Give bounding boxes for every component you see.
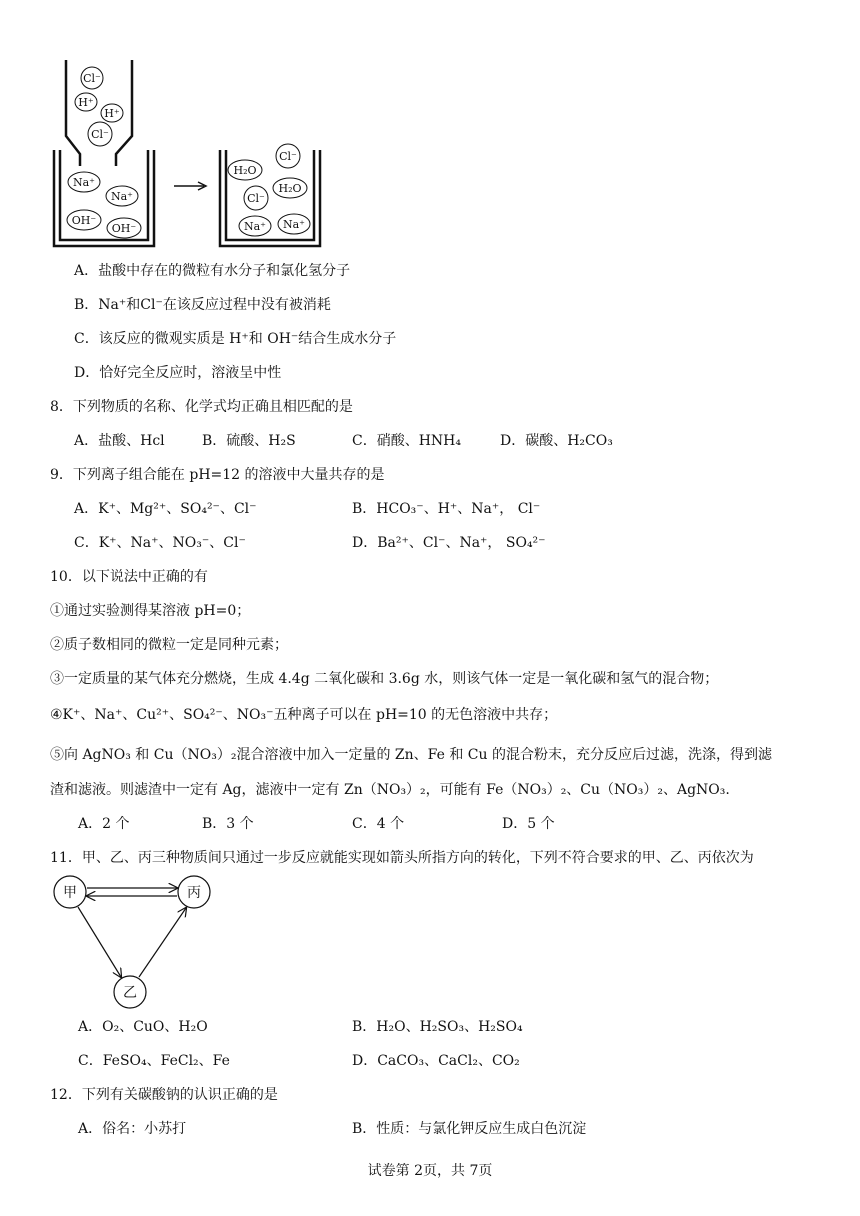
ion-cl: Cl⁻ <box>279 150 297 163</box>
ion-na: Na⁺ <box>111 190 133 203</box>
arrow-yi-to-bing <box>139 908 186 977</box>
q10-statement: 渣和滤液。则滤渣中一定有 Ag，滤液中一定有 Zn（NO₃）₂，可能有 Fe（NO₃）₂、Cu（NO₃）₂、AgNO₃. <box>50 782 730 798</box>
molecule-h2o: H₂O <box>233 164 257 177</box>
node-yi-label: 乙 <box>123 985 137 1001</box>
q8-option-d[interactable]: D．碳酸、H₂CO₃ <box>500 433 613 449</box>
page-footer: 试卷第 2页，共 7页 <box>367 1163 493 1179</box>
ion-h: H⁺ <box>78 96 94 109</box>
ion-cl: Cl⁻ <box>91 128 109 141</box>
molecule-h2o: H₂O <box>278 182 302 195</box>
q10-statement: ④K⁺、Na⁺、Cu²⁺、SO₄²⁻、NO₃⁻五种离子可以在 pH=10 的无色溶液中共存； <box>50 707 558 723</box>
q12-option-b[interactable]: B．性质：与氯化钾反应生成白色沉淀 <box>352 1121 587 1137</box>
q9-option-a[interactable]: A．K⁺、Mg²⁺、SO₄²⁻、Cl⁻ <box>74 501 257 517</box>
left-beaker-ions <box>67 172 141 238</box>
q10-option-d[interactable]: D．5 个 <box>502 816 555 832</box>
q7-option-b[interactable]: B．Na⁺和Cl⁻在该反应过程中没有被消耗 <box>74 297 331 313</box>
q10-statement: ②质子数相同的微粒一定是同种元素； <box>50 637 288 653</box>
ion-cl: Cl⁻ <box>247 192 265 205</box>
q7-option-c[interactable]: C．该反应的微观实质是 H⁺和 OH⁻结合生成水分子 <box>74 331 397 347</box>
q10-option-a[interactable]: A．2 个 <box>78 816 130 832</box>
q9-option-b[interactable]: B．HCO₃⁻、H⁺、Na⁺， Cl⁻ <box>352 501 541 517</box>
q8-option-a[interactable]: A．盐酸、Hcl <box>74 433 165 449</box>
ion-na: Na⁺ <box>244 220 266 233</box>
q11-stem: 11．甲、乙、丙三种物质间只通过一步反应就能实现如箭头所指方向的转化，下列不符合要求的甲、乙、丙依次为 <box>50 850 754 866</box>
ion-cl: Cl⁻ <box>83 72 101 85</box>
q9-stem: 9．下列离子组合能在 pH=12 的溶液中大量共存的是 <box>50 467 385 483</box>
right-beaker-ions <box>228 144 310 236</box>
left-beaker <box>54 150 154 246</box>
node-bing-label: 丙 <box>187 885 201 901</box>
ion-oh: OH⁻ <box>111 222 137 235</box>
arrow-jia-to-yi <box>78 907 121 977</box>
q8-stem: 8．下列物质的名称、化学式均正确且相匹配的是 <box>50 399 353 415</box>
q10-statement: ⑤向 AgNO₃ 和 Cu（NO₃）₂混合溶液中加入一定量的 Zn、Fe 和 Cu 的混合粉末，充分反应后过滤，洗涤，得到滤 <box>50 747 772 763</box>
ion-h: H⁺ <box>104 107 120 120</box>
q11-option-c[interactable]: C．FeSO₄、FeCl₂、Fe <box>78 1053 230 1069</box>
conversion-diagram <box>50 872 220 1012</box>
ion-oh: OH⁻ <box>71 214 97 227</box>
q10-statement: ③一定质量的某气体充分燃烧，生成 4.4g 二氧化碳和 3.6g 水，则该气体一定是一氧化碳和氢气的混合物； <box>50 671 719 687</box>
ion-na: Na⁺ <box>73 176 95 189</box>
q12-stem: 12．下列有关碳酸钠的认识正确的是 <box>50 1087 278 1103</box>
q8-option-b[interactable]: B．硫酸、H₂S <box>202 433 296 449</box>
q11-option-d[interactable]: D．CaCO₃、CaCl₂、CO₂ <box>352 1053 520 1069</box>
q10-option-b[interactable]: B．3 个 <box>202 816 254 832</box>
reaction-arrow <box>174 182 206 190</box>
q7-option-a[interactable]: A．盐酸中存在的微粒有水分子和氯化氢分子 <box>74 263 351 279</box>
q10-option-c[interactable]: C．4 个 <box>352 816 405 832</box>
q10-stem: 10．以下说法中正确的有 <box>50 569 208 585</box>
q10-statement: ①通过实验测得某溶液 pH=0； <box>50 603 251 619</box>
q9-option-c[interactable]: C．K⁺、Na⁺、NO₃⁻、Cl⁻ <box>74 535 246 551</box>
node-jia-label: 甲 <box>63 885 77 901</box>
q7-option-d[interactable]: D．恰好完全反应时，溶液呈中性 <box>74 365 282 381</box>
neutralization-figure <box>50 58 330 250</box>
ion-na: Na⁺ <box>283 218 305 231</box>
q11-option-a[interactable]: A．O₂、CuO、H₂O <box>78 1019 208 1035</box>
q12-option-a[interactable]: A．俗名：小苏打 <box>78 1121 187 1137</box>
q8-option-c[interactable]: C．硝酸、HNH₄ <box>352 433 461 449</box>
q11-option-b[interactable]: B．H₂O、H₂SO₃、H₂SO₄ <box>352 1019 523 1035</box>
dropper-ions <box>75 67 123 146</box>
q9-option-d[interactable]: D．Ba²⁺、Cl⁻、Na⁺， SO₄²⁻ <box>352 535 546 551</box>
